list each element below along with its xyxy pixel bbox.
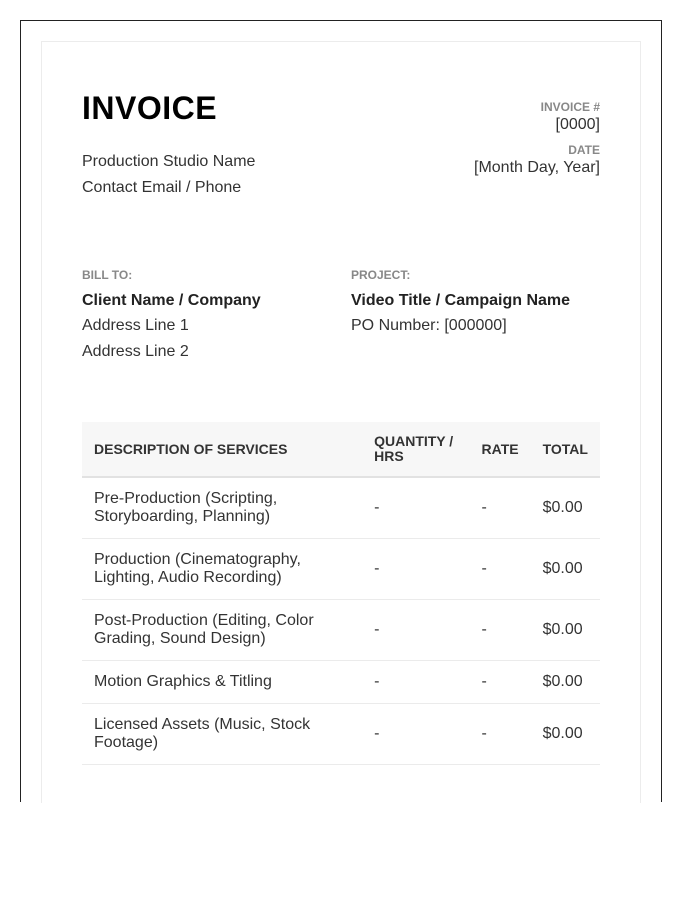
project-title: Video Title / Campaign Name — [351, 292, 571, 309]
header-description: DESCRIPTION OF SERVICES — [82, 422, 362, 477]
invoice-date-value: [Month Day, Year] — [474, 159, 600, 176]
row-description: Production (Cinematography, Lighting, Audio Recording) — [82, 538, 362, 599]
row-total: $0.00 — [531, 703, 600, 764]
invoice-page — [41, 41, 641, 803]
table-header-row — [82, 422, 600, 477]
services-table — [82, 422, 600, 765]
client-name: Client Name / Company — [82, 292, 261, 309]
row-description: Licensed Assets (Music, Stock Footage) — [82, 703, 362, 764]
invoice-date-label: DATE — [568, 143, 600, 157]
row-rate: - — [470, 599, 531, 660]
address-line-2: Address Line 2 — [82, 343, 189, 360]
row-quantity: - — [362, 538, 469, 599]
row-quantity: - — [362, 477, 469, 538]
table-row — [82, 477, 600, 538]
row-quantity: - — [362, 660, 469, 703]
invoice-number-label: INVOICE # — [540, 100, 600, 114]
row-rate: - — [470, 538, 531, 599]
row-quantity: - — [362, 703, 469, 764]
invoice-title: INVOICE — [82, 90, 218, 126]
table-row — [82, 538, 600, 599]
row-rate: - — [470, 477, 531, 538]
invoice-number-value: [0000] — [555, 116, 600, 133]
project-block — [351, 268, 611, 342]
project-label: PROJECT: — [351, 268, 411, 282]
table-row — [82, 660, 600, 703]
address-line-1: Address Line 1 — [82, 317, 189, 334]
row-rate: - — [470, 660, 531, 703]
row-quantity: - — [362, 599, 469, 660]
row-rate: - — [470, 703, 531, 764]
invoice-meta — [474, 100, 600, 186]
bill-to-label: BILL TO: — [82, 268, 133, 282]
table-row — [82, 599, 600, 660]
row-total: $0.00 — [531, 660, 600, 703]
row-description: Motion Graphics & Titling — [82, 660, 362, 703]
bill-to-block — [82, 268, 332, 368]
header-rate: RATE — [470, 422, 531, 477]
header-quantity: QUANTITY / HRS — [362, 422, 469, 477]
row-total: $0.00 — [531, 477, 600, 538]
table-row — [82, 703, 600, 764]
po-number: PO Number: [000000] — [351, 317, 507, 334]
row-total: $0.00 — [531, 538, 600, 599]
row-total: $0.00 — [531, 599, 600, 660]
studio-contact: Contact Email / Phone — [82, 179, 242, 196]
header-total: TOTAL — [531, 422, 600, 477]
row-description: Post-Production (Editing, Color Grading, Sound Design) — [82, 599, 362, 660]
document-frame — [20, 20, 662, 802]
row-description: Pre-Production (Scripting, Storyboarding, Planning) — [82, 477, 362, 538]
studio-name: Production Studio Name — [82, 153, 256, 170]
